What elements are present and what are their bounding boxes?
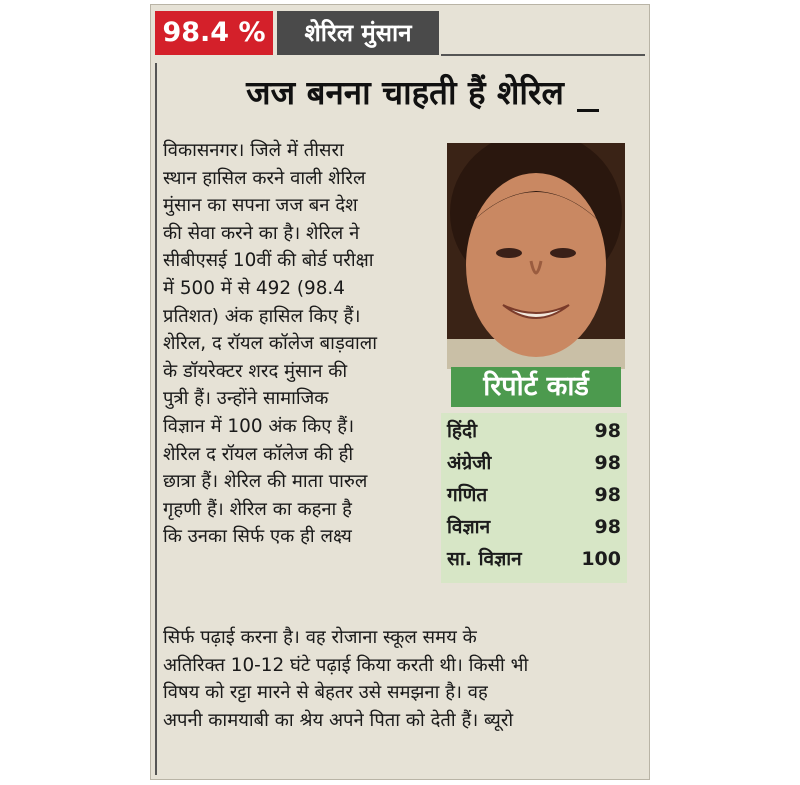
body-line: प्रतिशत) अंक हासिल किए हैं। [163, 305, 361, 327]
report-row [447, 479, 621, 511]
body-line: अपनी कामयाबी का श्रेय अपने पिता को देती हैं। ब्यूरो [163, 709, 514, 731]
report-row [447, 543, 621, 575]
body-line: अतिरिक्त 10-12 घंटे पढ़ाई किया करती थी। किसी भी [163, 654, 529, 676]
report-row [447, 415, 621, 447]
subject-score: 98 [594, 420, 621, 442]
article-body-wide [163, 624, 637, 734]
body-line: विकासनगर। जिले में तीसरा [163, 140, 344, 161]
report-row [447, 511, 621, 543]
percentage-badge: 98.4 % [155, 11, 273, 55]
body-line: शेरिल द रॉयल कॉलेज की ही [163, 443, 354, 465]
body-line: पुत्री हैं। उन्होंने सामाजिक [163, 388, 329, 410]
subject-score: 98 [594, 452, 621, 474]
subject-label: अंग्रेजी [447, 452, 492, 474]
subject-label: विज्ञान [447, 516, 491, 538]
article-body [163, 137, 447, 551]
body-line: सीबीएसई 10वीं की बोर्ड परीक्षा [163, 250, 374, 272]
body-line: शेरिल, द रॉयल कॉलेज बाड़वाला [163, 333, 378, 355]
subject-score: 98 [594, 484, 621, 506]
report-row [447, 447, 621, 479]
column-border [155, 63, 157, 775]
body-line: छात्रा हैं। शेरिल की माता पारुल [163, 471, 368, 493]
subject-label: हिंदी [447, 420, 478, 442]
student-name-banner: शेरिल मुंसान [277, 11, 439, 55]
body-line: विषय को रट्टा मारने से बेहतर उसे समझना है। वह [163, 682, 488, 704]
newspaper-clipping [150, 4, 650, 780]
body-line: की सेवा करने का है। शेरिल ने [163, 222, 360, 244]
student-photo [447, 143, 625, 369]
body-line: गृहणी हैं। शेरिल का कहना है [163, 498, 352, 520]
body-line: मुंसान का सपना जज बन देश [163, 195, 358, 217]
report-card-title: रिपोर्ट कार्ड [451, 367, 621, 407]
header-rule [441, 54, 645, 56]
portrait-image [447, 143, 625, 369]
article-headline: जज बनना चाहती हैं शेरिल [246, 73, 564, 112]
body-line: स्थान हासिल करने वाली शेरिल [163, 167, 366, 189]
body-line: में 500 में से 492 (98.4 [163, 277, 345, 299]
subject-label: सा. विज्ञान [447, 548, 522, 570]
subject-label: गणित [447, 484, 488, 506]
report-card [441, 413, 627, 583]
subject-score: 100 [581, 548, 621, 570]
body-line: सिर्फ पढ़ाई करना है। वह रोजाना स्कूल समय के [163, 627, 477, 648]
headline-dash [577, 109, 599, 112]
subject-score: 98 [594, 516, 621, 538]
body-line: के डॉयरेक्टर शरद मुंसान की [163, 360, 348, 382]
body-line: विज्ञान में 100 अंक किए हैं। [163, 415, 355, 437]
body-line: कि उनका सिर्फ एक ही लक्ष्य [163, 526, 352, 548]
